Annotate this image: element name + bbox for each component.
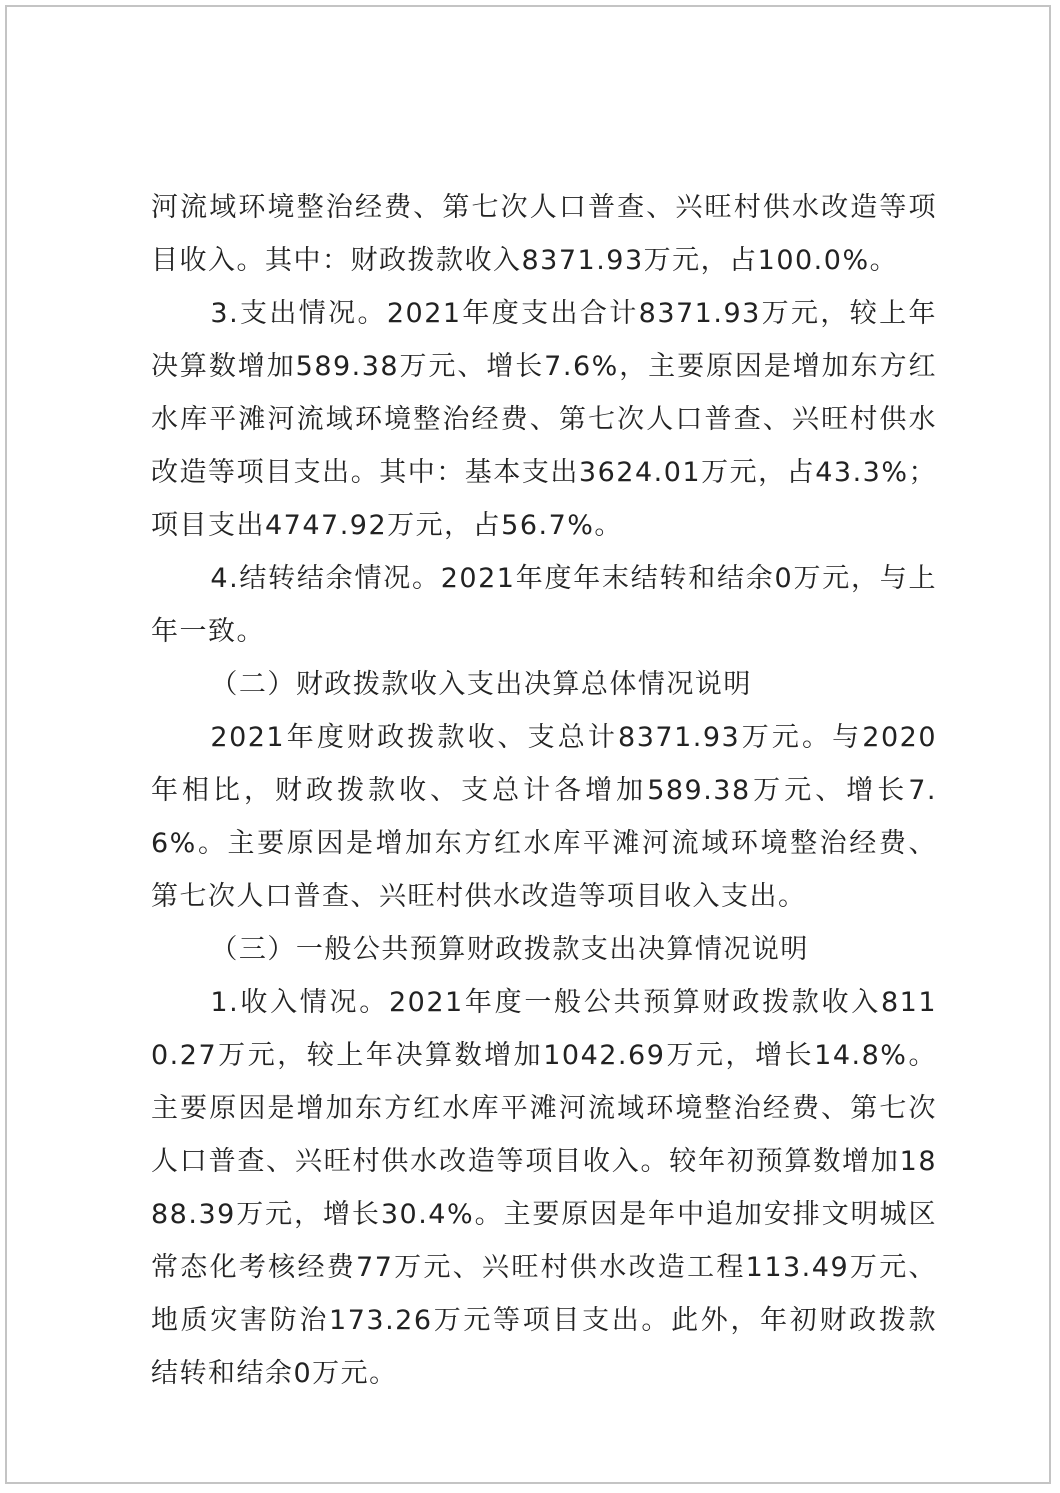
paragraph-fiscal-overview: 2021年度财政拨款收、支总计8371.93万元。与2020年相比，财政拨款收、支总计各增加589.38万元、增长7.6%。主要原因是增加东方红水库平滩河流域环境整治经费、第七次人口普查、兴旺村供水改造等项目收入支出。 <box>151 722 937 912</box>
section-heading-3: （三）一般公共预算财政拨款支出决算情况说明 <box>210 934 809 965</box>
document-body <box>151 181 937 1400</box>
section-heading-2: （二）财政拨款收入支出决算总体情况说明 <box>210 669 752 700</box>
paragraph-income-continuation: 河流域环境整治经费、第七次人口普查、兴旺村供水改造等项目收入。其中：财政拨款收入8371.93万元，占100.0%。 <box>151 192 937 276</box>
document-page <box>5 5 1051 1484</box>
paragraph-general-budget-income: 1.收入情况。2021年度一般公共预算财政拨款收入8110.27万元，较上年决算数增加1042.69万元，增长14.8%。主要原因是增加东方红水库平滩河流域环境整治经费、第七次人口普查、兴旺村供水改造等项目收入。较年初预算数增加1888.39万元，增长30.4%。主要原因是年中追加安排文明城区常态化考核经费77万元、兴旺村供水改造工程113.49万元、地质灾害防治173.26万元等项目支出。此外，年初财政拨款结转和结余0万元。 <box>151 987 937 1389</box>
paragraph-carryover: 4.结转结余情况。2021年度年末结转和结余0万元，与上年一致。 <box>151 563 937 647</box>
paragraph-expenditure: 3.支出情况。2021年度支出合计8371.93万元，较上年决算数增加589.38万元、增长7.6%，主要原因是增加东方红水库平滩河流域环境整治经费、第七次人口普查、兴旺村供水改造等项目支出。其中：基本支出3624.01万元，占43.3%；项目支出4747.92万元，占56.7%。 <box>151 298 937 541</box>
